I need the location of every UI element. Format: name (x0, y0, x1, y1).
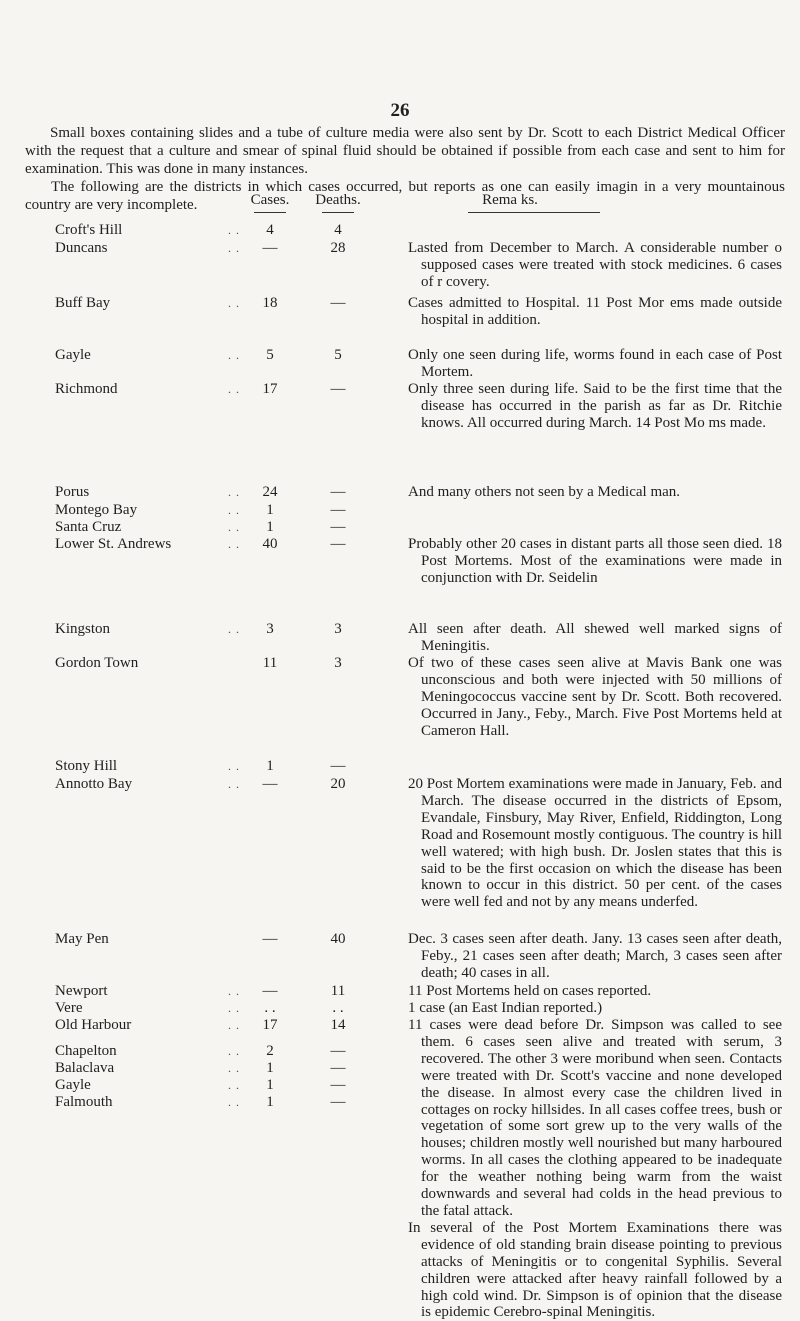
cases-value: 1 (266, 1077, 274, 1093)
remarks-text (408, 240, 782, 291)
remarks-text (408, 655, 782, 740)
deaths-value: 11 (330, 983, 346, 999)
district-name: Kingston (55, 621, 111, 637)
cases-value: 1 (266, 1060, 274, 1076)
remarks-paragraph: 1 case (an East Indian reported.) (408, 1000, 603, 1016)
intro-paragraph: Small boxes containing slides and a tube of culture media were also sent by Dr. Scott to each District Medical Officer with the request that a culture and smear of spinal fluid should be obtained if possible from each case and sent to him for examination. This was done in many instances. (25, 125, 785, 177)
remarks-paragraph: 11 Post Mortems held on cases reported. (408, 983, 652, 999)
deaths-value: . . (332, 1000, 344, 1016)
remarks-paragraph: Dec. 3 cases seen after death. Jany. 13 cases seen after death, Feby., 21 cases seen after death; March, 3 cases seen after death; 40 cases in all. (408, 931, 782, 981)
leader-dots: . . (228, 759, 240, 773)
district-name: Gordon Town (55, 655, 139, 671)
deaths-value: — (330, 381, 346, 397)
cases-value: — (262, 240, 278, 256)
leader-dots: . . (228, 520, 240, 534)
deaths-value: 14 (330, 1017, 346, 1033)
cases-header-rule (254, 212, 286, 213)
remarks-text (408, 381, 782, 432)
intro-paragraph: The following are the districts in which cases occurred, but reports as one can easily imagin in a very mountainous country are very incomplete. (25, 179, 785, 213)
cases-value: 1 (266, 519, 274, 535)
remarks-paragraph: Only one seen during life, worms found in each case of Post Mortem. (408, 347, 782, 380)
remarks-text (408, 536, 782, 587)
remarks-text (408, 295, 782, 329)
leader-dots: . . (228, 622, 240, 636)
district-name: Santa Cruz (55, 519, 122, 535)
leader-dots: . . (228, 382, 240, 396)
deaths-value: 28 (330, 240, 346, 256)
district-name: Croft's Hill (55, 222, 123, 238)
remarks-paragraph: Of two of these cases seen alive at Mavis Bank one was unconscious and both were injected with 50 millions of Meningococcus vaccine sent by Dr. Scott. Both recovered. Occurred in Jany., Feby., March. Five Post Mortems held at Cameron Hall. (408, 655, 782, 739)
cases-value: 18 (262, 295, 278, 311)
leader-dots: . . (228, 348, 240, 362)
leader-dots: . . (228, 537, 240, 551)
remarks-paragraph: All seen after death. All shewed well marked signs of Meningitis. (408, 621, 782, 654)
cases-value: 17 (262, 1017, 278, 1033)
district-name: Balaclava (55, 1060, 115, 1076)
deaths-value: — (330, 519, 346, 535)
remarks-paragraph: Cases admitted to Hospital. 11 Post Mor ems made outside hospital in addition. (408, 295, 782, 328)
deaths-value: 3 (334, 621, 342, 637)
district-name: Duncans (55, 240, 108, 256)
district-name: Annotto Bay (55, 776, 133, 792)
remarks-text (408, 1000, 782, 1017)
remarks-text (408, 621, 782, 655)
district-name: Old Harbour (55, 1017, 132, 1033)
cases-value: — (262, 983, 278, 999)
district-name: Montego Bay (55, 502, 138, 518)
leader-dots: . . (228, 241, 240, 255)
cases-value: — (262, 931, 278, 947)
remarks-text (408, 347, 782, 381)
deaths-value: — (330, 1077, 346, 1093)
cases-value: 1 (266, 758, 274, 774)
cases-value: 3 (266, 621, 274, 637)
remarks-paragraph: Lasted from December to March. A considerable number o supposed cases were treated with stock medicines. 6 cases of r covery. (408, 240, 782, 290)
leader-dots: . . (228, 1044, 240, 1058)
leader-dots: . . (228, 1018, 240, 1032)
district-name: Gayle (55, 347, 91, 363)
cases-value: 11 (262, 655, 278, 671)
remarks-column-header: Rema ks. (482, 192, 538, 208)
deaths-value: — (330, 758, 346, 774)
remarks-text (408, 776, 782, 911)
deaths-value: 5 (334, 347, 342, 363)
leader-dots: . . (228, 1095, 240, 1109)
remarks-paragraph: Only three seen during life. Said to be the first time that the disease has occurred in the parish as far as Dr. Ritchie knows. All occurred during March. 14 Post Mo ms made. (408, 381, 782, 431)
leader-dots: . . (228, 777, 240, 791)
cases-column-header: Cases. (250, 192, 290, 208)
cases-value: 2 (266, 1043, 274, 1059)
cases-value: 5 (266, 347, 274, 363)
remarks-paragraph: In several of the Post Mortem Examinations there was evidence of old standing brain disease pointing to previous attacks of Meningitis or to congenital Syphilis. Several children were attacked after heavy rainfall followed by a high cold wind. Dr. Simpson is of opinion that the disease is epidemic Cerebro-spinal Meningitis. (408, 1219, 782, 1321)
deaths-value: — (330, 295, 346, 311)
remarks-header-rule (468, 212, 600, 213)
deaths-value: 4 (334, 222, 342, 238)
remarks-paragraph: 11 cases were dead before Dr. Simpson was called to see them. 6 cases seen alive and treated with serum, 3 recovered. The other 3 were moribund when seen. Contacts were treated with Dr. Scott's vaccine and none developed the disease. In almost every case the children lived in cottages on rocky hillsides. In all cases coffee trees, bush or vegetation of some sort grew up to the very walls of the houses; children mostly well nourished but many harboured worms. In all cases the clothing appeared to be inadequate for the weather nothing being warm from the waist downwards and several had colds in the head previous to the fatal attack. (408, 1017, 782, 1219)
leader-dots: . . (228, 1061, 240, 1075)
cases-value: 24 (262, 484, 278, 500)
deaths-value: — (330, 1060, 346, 1076)
cases-value: 17 (262, 381, 278, 397)
remarks-paragraph: And many others not seen by a Medical man. (408, 484, 681, 500)
district-name: Stony Hill (55, 758, 118, 774)
deaths-header-rule (322, 212, 354, 213)
district-name: Lower St. Andrews (55, 536, 172, 552)
cases-value: — (262, 776, 278, 792)
remarks-text (408, 931, 782, 982)
cases-value: . . (264, 1000, 276, 1016)
district-name: Buff Bay (55, 295, 111, 311)
cases-value: 4 (266, 222, 274, 238)
cases-value: 1 (266, 502, 274, 518)
deaths-value: — (330, 1094, 346, 1110)
deaths-value: — (330, 1043, 346, 1059)
leader-dots: . . (228, 296, 240, 310)
remarks-text (408, 983, 782, 1000)
leader-dots: . . (228, 984, 240, 998)
leader-dots: . . (228, 1001, 240, 1015)
deaths-value: 40 (330, 931, 346, 947)
remarks-text (408, 1017, 782, 1321)
district-name: Richmond (55, 381, 118, 397)
remarks-paragraph: 20 Post Mortem examinations were made in January, Feb. and March. The disease occurred in the districts of Epsom, Evandale, Finsbury, May River, Enfield, Riddington, Long Road and Rosemount mostly contiguous. The country is hill well watered; with high bush. Dr. Joslen states that this is said to be the first occasion on which the disease has been known to occur in this district. 50 per cent. of the cases were well fed and not by any means underfed. (408, 776, 782, 911)
deaths-value: 20 (330, 776, 346, 792)
district-name: Porus (55, 484, 90, 500)
deaths-value: — (330, 502, 346, 518)
district-name: May Pen (55, 931, 109, 947)
district-name: Vere (55, 1000, 83, 1016)
cases-value: 1 (266, 1094, 274, 1110)
deaths-column-header: Deaths. (315, 192, 361, 208)
deaths-value: — (330, 484, 346, 500)
leader-dots: . . (228, 223, 240, 237)
deaths-value: — (330, 536, 346, 552)
district-name: Newport (55, 983, 108, 999)
remarks-text (408, 484, 782, 501)
district-name: Falmouth (55, 1094, 113, 1110)
leader-dots: . . (228, 485, 240, 499)
cases-value: 40 (262, 536, 278, 552)
deaths-value: 3 (334, 655, 342, 671)
leader-dots: . . (228, 503, 240, 517)
remarks-paragraph: Probably other 20 cases in distant parts all those seen died. 18 Post Mortems. Most of the examinations were made in conjunction with Dr. Seidelin (408, 536, 782, 586)
district-name: Chapelton (55, 1043, 117, 1059)
intro-text (25, 124, 785, 214)
district-name: Gayle (55, 1077, 91, 1093)
leader-dots: . . (228, 1078, 240, 1092)
page-number: 26 (390, 100, 410, 121)
